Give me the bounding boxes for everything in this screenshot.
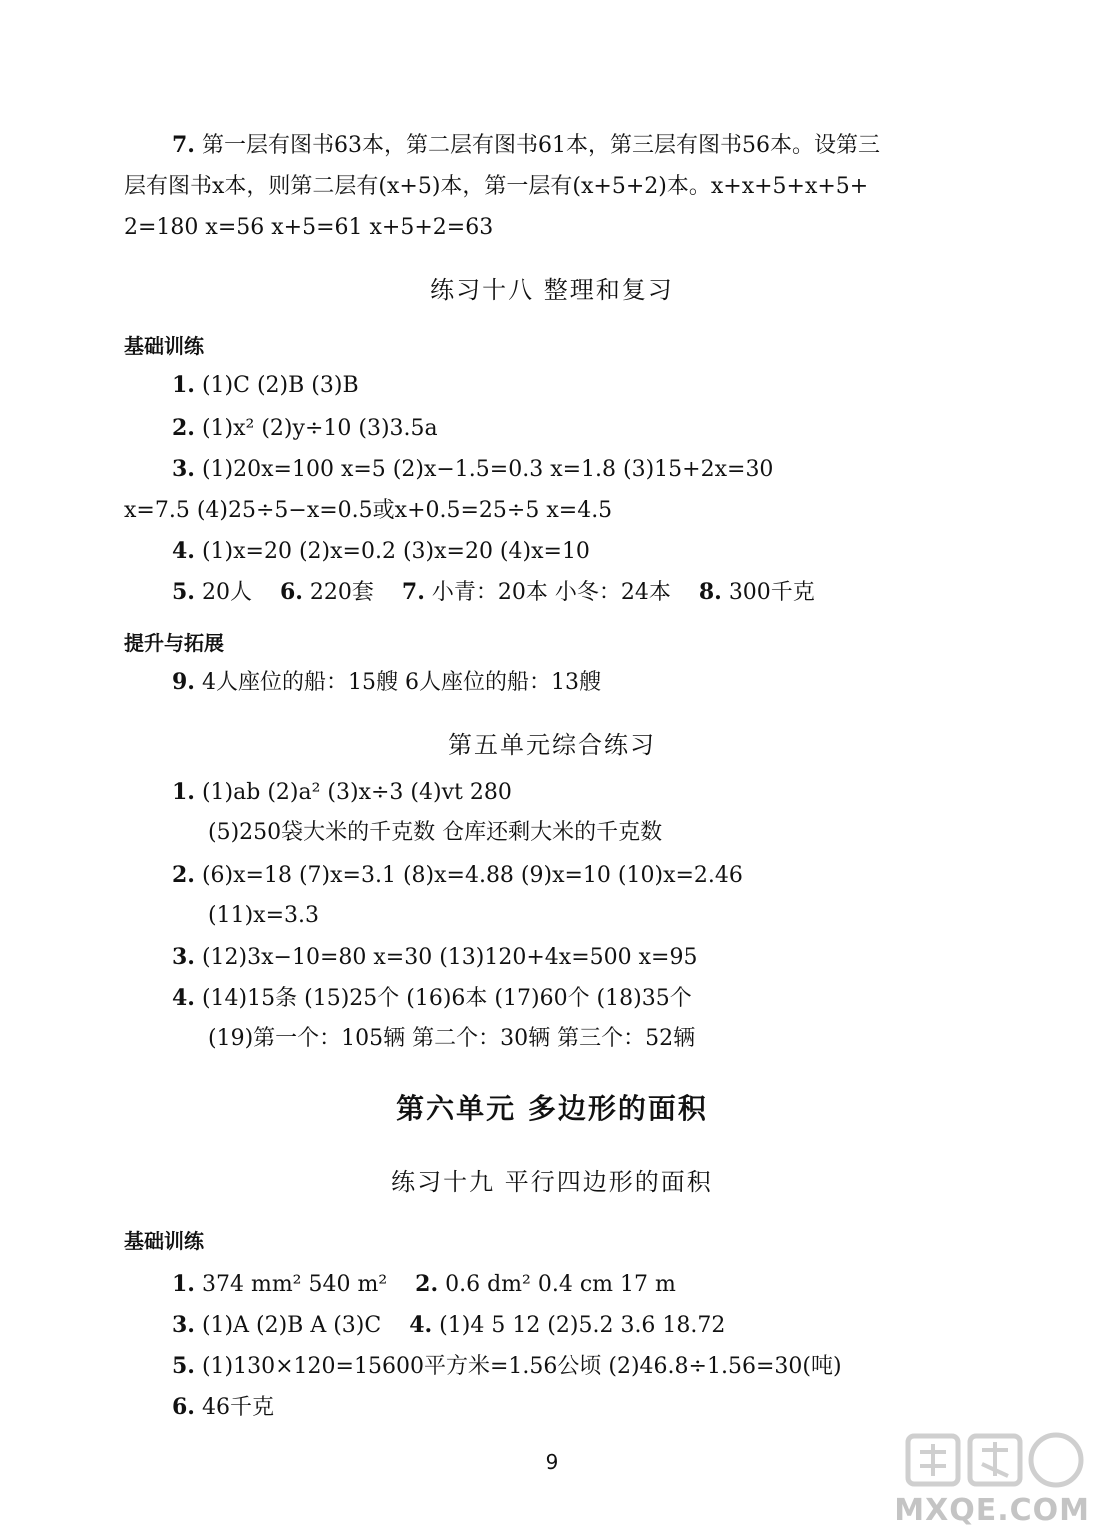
answer-2 [172,417,438,440]
answer-text: 220套 [309,580,374,605]
answer-number: 1. [172,1271,195,1297]
page-number: 9 [545,1450,559,1474]
question-7-line-3: 2=180 x=56 x+5=61 x+5+2=63 [124,215,494,240]
answer-number: 6. [172,1394,195,1420]
answer-5 [172,1355,842,1378]
answer-text: 46千克 [201,1395,274,1420]
question-7-line-1 [172,134,880,157]
answer-number: 4. [172,985,195,1011]
answer-text: (1)4 5 12 (2)5.2 3.6 18.72 [439,1313,726,1338]
answer-text: (1)C (2)B (3)B [201,373,359,398]
answer-number: 1. [172,372,195,398]
answer-text: (14)15条 (15)25个 (16)6本 (17)60个 (18)35个 [201,986,692,1011]
answer-text: (1)x=20 (2)x=0.2 (3)x=20 (4)x=10 [201,539,590,564]
review-answer-2-line-1 [172,864,743,887]
answer-number: 6. [279,579,303,605]
heading-basic-training: 基础训练 [124,334,204,358]
answer-number: 2. [172,862,195,888]
review-answer-4-line-1 [172,987,692,1010]
review-answer-1-line-2: (5)250袋大米的千克数 仓库还剩大米的千克数 [208,820,663,845]
answer-number: 5. [172,579,195,605]
question-7-line-2: 层有图书x本，则第二层有(x+5)本，第一层有(x+5+2)本。x+x+5+x+5+ [124,174,869,199]
answer-text: 0.6 dm² 0.4 cm 17 m [445,1272,676,1297]
review-answer-2-line-2: (11)x=3.3 [208,903,319,928]
heading-extension: 提升与拓展 [124,631,224,655]
answer-number: 2. [172,415,195,441]
answer-number: 8. [698,579,722,605]
answer-text: 374 mm² 540 m² [201,1272,388,1297]
answer-number: 3. [172,456,195,482]
answer-number: 3. [172,1312,195,1338]
answer-1 [172,374,359,397]
answer-text: 4人座位的船：15艘 6人座位的船：13艘 [201,670,601,695]
answers-3-4 [172,1314,725,1337]
answer-text: 300千克 [728,580,815,605]
answer-text: (1)ab (2)a² (3)x÷3 (4)vt 280 [201,780,512,805]
heading-basic-training: 基础训练 [124,1229,204,1253]
answer-text: (1)A (2)B A (3)C [201,1313,382,1338]
answer-number: 9. [172,669,195,695]
answer-3-line-2: x=7.5 (4)25÷5−x=0.5或x+0.5=25÷5 x=4.5 [124,498,613,523]
answer-number: 7. [401,579,425,605]
review-answer-1-line-1 [172,781,512,804]
answer-number: 3. [172,944,195,970]
answers-1-2 [172,1273,676,1296]
question-number: 7. [172,132,195,158]
answer-number: 5. [172,1353,195,1379]
section-title-ex19: 练习十九 平行四边形的面积 [391,1168,713,1196]
answer-3-line-1 [172,458,773,481]
answer-6 [172,1396,274,1419]
answer-text: 20人 [201,580,252,605]
answer-number: 2. [415,1271,439,1297]
answer-text: (1)x² (2)y÷10 (3)3.5a [201,416,438,441]
answer-text: (12)3x−10=80 x=30 (13)120+4x=500 x=95 [201,945,698,970]
unit-title: 第六单元 多边形的面积 [396,1092,708,1125]
answer-text: 小青：20本 小冬：24本 [431,580,671,605]
answer-text: (1)130×120=15600平方米=1.56公顷 (2)46.8÷1.56=30(吨) [201,1354,842,1379]
review-answer-3 [172,946,697,969]
watermark-text: MXQE.COM [894,1493,1090,1528]
answer-number: 4. [409,1312,433,1338]
answer-number: 4. [172,538,195,564]
review-answer-4-line-2: (19)第一个：105辆 第二个：30辆 第三个：52辆 [208,1026,696,1051]
section-title-unit5-review: 第五单元综合练习 [448,731,656,759]
question-text: 第一层有图书63本，第二层有图书61本，第三层有图书56本。设第三 [201,133,880,158]
section-title-ex18: 练习十八 整理和复习 [430,276,674,304]
answer-9 [172,671,601,694]
answer-4 [172,540,590,563]
answer-text: (6)x=18 (7)x=3.1 (8)x=4.88 (9)x=10 (10)x=2.46 [201,863,743,888]
answer-text: (1)20x=100 x=5 (2)x−1.5=0.3 x=1.8 (3)15+2x=30 [201,457,774,482]
answer-number: 1. [172,779,195,805]
answers-5-to-8 [172,581,815,604]
